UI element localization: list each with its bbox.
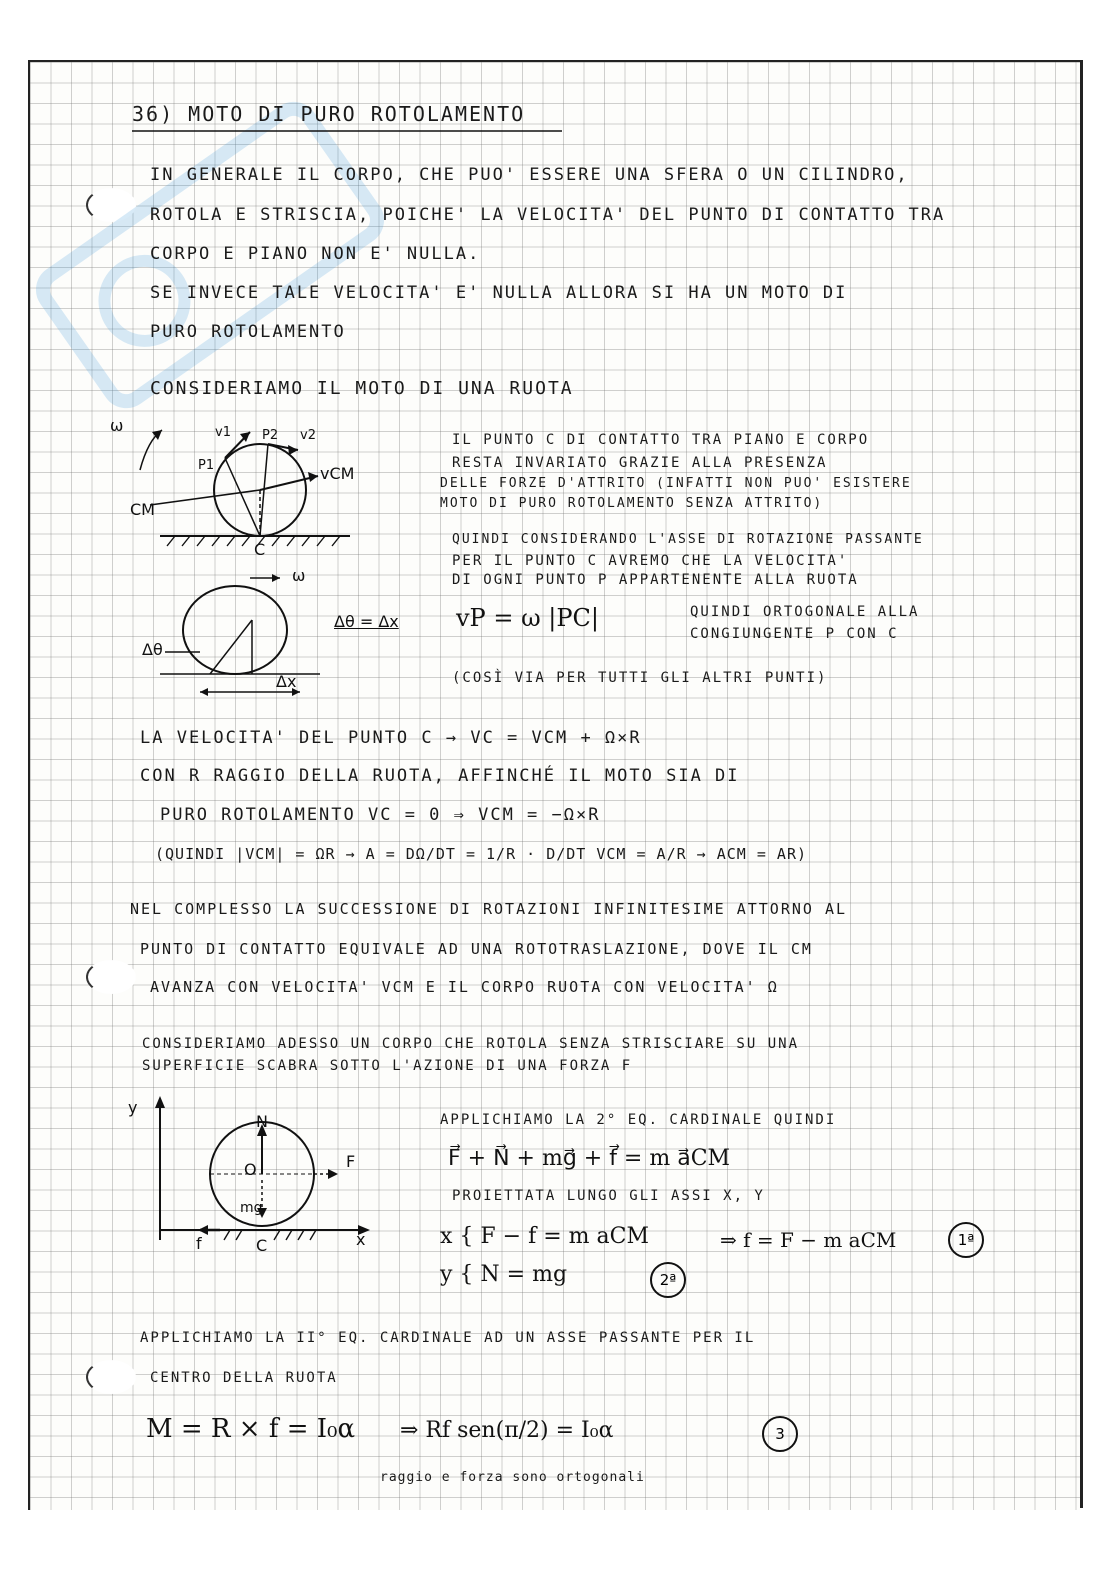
section-heading: CONSIDERIAMO IL MOTO DI UNA RUOTA <box>150 378 574 399</box>
fig1-v1: v1 <box>215 425 231 440</box>
consider-line: CONSIDERIAMO ADESSO UN CORPO CHE ROTOLA SENZA STRISCIARE SU UNA <box>142 1036 800 1052</box>
fig3-weight: mg <box>240 1200 263 1216</box>
velocity-line: (QUINDI |VCM| = ΩR → Α = DΩ/DT = 1/R · D/DT VCM = A/R → ACM = ΑR) <box>155 845 807 863</box>
figure-wheel-velocities <box>100 410 390 570</box>
fig2-dx: Δx <box>276 672 297 691</box>
consider-line: SUPERFICIE SCABRA SOTTO L'AZIONE DI UNA FORZA F <box>142 1058 633 1074</box>
cardinal3-eq: M = R × f = I₀α <box>146 1414 356 1444</box>
fig1-vcm: vCM <box>320 464 355 483</box>
punch-hole <box>86 1360 136 1394</box>
fig2-dtheta: Δθ <box>142 640 163 659</box>
explain-line: PER IL PUNTO C AVREMO CHE LA VELOCITA' <box>452 553 849 569</box>
title-underline <box>132 128 572 134</box>
velocity-line: LA VELOCITA' DEL PUNTO C → VC = VCM + Ω×R <box>140 728 642 748</box>
explain-line: QUINDI CONSIDERANDO L'ASSE DI ROTAZIONE PASSANTE <box>452 532 924 547</box>
cardinal2-eq-y: y { N = mg <box>440 1262 568 1287</box>
explain-line: MOTO DI PURO ROTOLAMENTO SENZA ATTRITO) <box>440 496 824 511</box>
equation-tag: 3 <box>762 1416 798 1452</box>
intro-line: IN GENERALE IL CORPO, CHE PUO' ESSERE UNA SFERA O UN CILINDRO, <box>150 165 909 185</box>
rototraslation-line: PUNTO DI CONTATTO EQUIVALE AD UNA ROTOTRASLAZIONE, DOVE IL CM <box>140 940 813 958</box>
fig3-friction: f <box>196 1234 202 1253</box>
fig3-origin: O <box>244 1160 257 1179</box>
velocity-line: CON R RAGGIO DELLA RUOTA, AFFINCHÉ IL MOTO SIA DI <box>140 766 740 786</box>
fig3-x-axis: x <box>356 1230 366 1249</box>
fig1-c: C <box>254 540 266 559</box>
velocity-line: PURO ROTOLAMENTO VC = 0 ⇒ VCM = −Ω×R <box>160 805 601 825</box>
cardinal2-eq-x: x { F − f = m aCM <box>440 1224 649 1249</box>
vp-formula: vP = ω |PC| <box>456 604 599 632</box>
intro-line: ROTOLA E STRISCIA, POICHE' LA VELOCITA' DEL PUNTO DI CONTATTO TRA <box>150 205 946 225</box>
cardinal2-projection: PROIETTATA LUNGO GLI ASSI X, Y <box>452 1188 765 1204</box>
explain-line: RESTA INVARIATO GRAZIE ALLA PRESENZA <box>452 455 828 471</box>
cardinal3-note: raggio e forza sono ortogonali <box>380 1470 645 1485</box>
vp-note: CONGIUNGENTE P CON C <box>690 626 899 642</box>
intro-line: SE INVECE TALE VELOCITA' E' NULLA ALLORA SI HA UN MOTO DI <box>150 283 848 303</box>
fig3-contact: C <box>256 1236 268 1255</box>
cardinal3-eq-result: ⇒ Rf sen(π/2) = I₀α <box>400 1418 614 1443</box>
intro-line: CORPO E PIANO NON E' NULLA. <box>150 244 481 264</box>
fig1-p2: P2 <box>262 428 279 443</box>
fig1-omega: ω <box>110 416 124 435</box>
cardinal3-line: CENTRO DELLA RUOTA <box>150 1370 338 1386</box>
cardinal2-vector-eq: F⃗ + N⃗ + mg⃗ + f⃗ = m a⃗CM <box>448 1146 731 1171</box>
fig3-force: F <box>346 1152 356 1171</box>
equation-tag: 2ª <box>650 1262 686 1298</box>
sheet-edge <box>1080 60 1083 1508</box>
figure-wheel-displacement <box>140 570 340 710</box>
fig1-p1: P1 <box>198 458 215 473</box>
explain-line: DELLE FORZE D'ATTRITO (INFATTI NON PUO' ESISTERE <box>440 476 912 491</box>
explain-line: IL PUNTO C DI CONTATTO TRA PIANO E CORPO <box>452 432 870 448</box>
cardinal2-eq-x-result: ⇒ f = F − m aCM <box>720 1228 897 1252</box>
page-title: 36) MOTO DI PURO ROTOLAMENTO <box>132 102 526 126</box>
fig3-normal: N <box>256 1112 268 1131</box>
equation-tag: 1ª <box>948 1222 984 1258</box>
fig1-cm: CM <box>130 500 155 519</box>
vp-note: QUINDI ORTOGONALE ALLA <box>690 604 920 620</box>
cardinal3-line: APPLICHIAMO LA II° EQ. CARDINALE AD UN ASSE PASSANTE PER IL <box>140 1330 756 1346</box>
fig1-v2: v2 <box>300 428 316 443</box>
explain-line: DI OGNI PUNTO P APPARTENENTE ALLA RUOTA <box>452 572 859 588</box>
punch-hole <box>86 960 136 994</box>
intro-line: PURO ROTOLAMENTO <box>150 322 346 342</box>
fig2-equivalence: Δθ = Δx <box>334 612 399 631</box>
cardinal2-heading: APPLICHIAMO LA 2° EQ. CARDINALE QUINDI <box>440 1112 837 1128</box>
rototraslation-line: AVANZA CON VELOCITA' VCM E IL CORPO RUOTA CON VELOCITA' Ω <box>150 978 779 996</box>
rototraslation-line: NEL COMPLESSO LA SUCCESSIONE DI ROTAZIONI INFINITESIME ATTORNO AL <box>130 900 847 918</box>
fig3-y-axis: y <box>128 1098 138 1117</box>
fig2-omega: ω <box>292 566 306 585</box>
vp-note-2: (COSÌ VIA PER TUTTI GLI ALTRI PUNTI) <box>452 670 828 686</box>
